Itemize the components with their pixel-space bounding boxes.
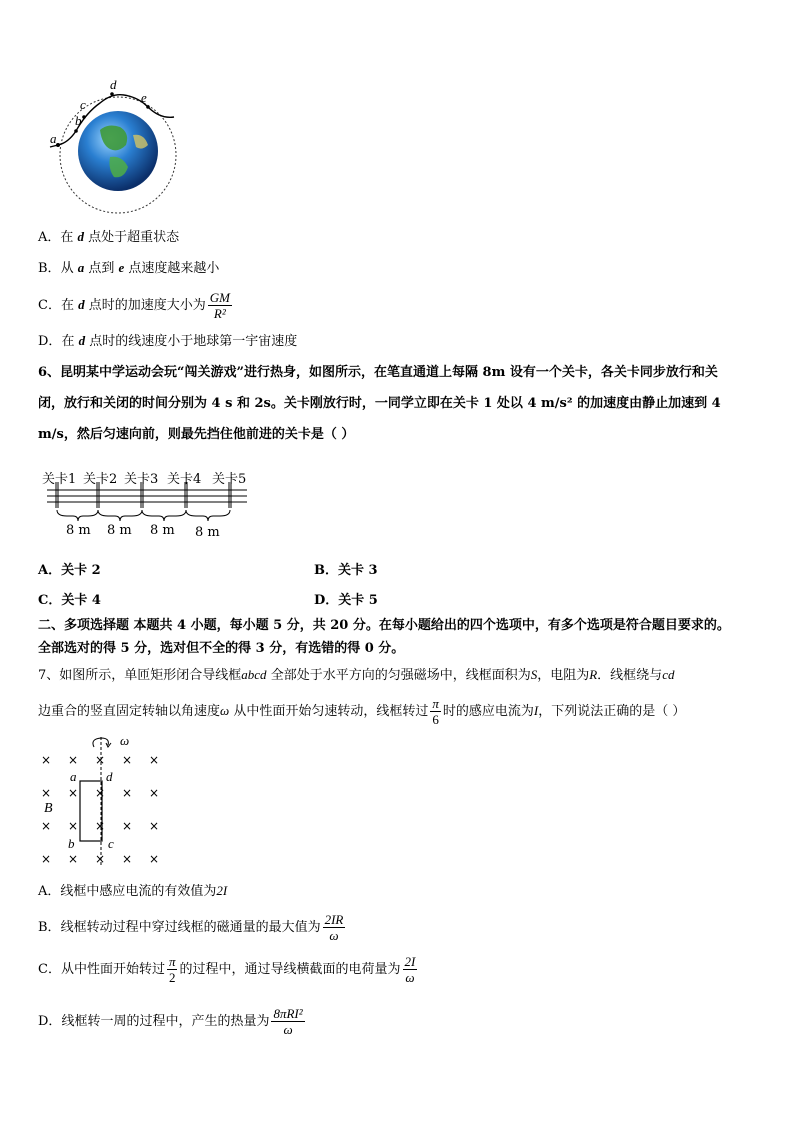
field-cross: × — [41, 786, 52, 800]
corner-d-label: d — [106, 769, 113, 784]
distance-label: 8 m — [107, 523, 132, 538]
field-cross: × — [122, 819, 133, 833]
pi-over-6-fraction: $\frac{\pi}{6}$ — [432, 696, 439, 727]
section-2-heading-line-1: 二、多项选择题 本题共 4 小题，每小题 5 分，共 20 分。在每小题给出的四个选项中，有多个选项是符合题目要求的。 — [38, 618, 730, 633]
distance-label: 8 m — [66, 523, 91, 538]
field-cross: × — [149, 753, 160, 767]
magnetic-field-b-label: B — [44, 801, 53, 816]
point-e-label: e — [141, 90, 147, 105]
q5-option-a[interactable]: A．在 d 点处于超重状态 — [38, 229, 180, 245]
q7-option-d[interactable]: D．线框转一周的过程中，产生的热量为 $\frac{\text{8πRI²}}{\omega}$ — [38, 1006, 303, 1037]
field-cross: × — [68, 753, 79, 767]
section-2-heading-line-2: 全部选对的得 5 分，选对但不全的得 3 分，有选错的得 0 分。 — [38, 641, 405, 656]
field-cross: × — [122, 786, 133, 800]
field-cross: × — [122, 753, 133, 767]
gate-2-label: 关卡2 — [83, 472, 118, 487]
field-cross: × — [68, 786, 79, 800]
earth-globe — [78, 111, 158, 191]
point-c-label: c — [80, 97, 86, 112]
field-cross: × — [68, 819, 79, 833]
2ir-over-omega-fraction: $\frac{2IR}{\omega}$ — [324, 912, 344, 943]
gate-3-label: 关卡3 — [124, 472, 159, 487]
q7-stem-line-2: 边重合的竖直固定转轴以角速度ω 从中性面开始匀速转动，线框转过 $\frac{\pi}{6}$ 时的感应电流为I，下列说法正确的是（ ） — [38, 696, 686, 727]
field-cross: × — [41, 819, 52, 833]
field-cross: × — [68, 852, 79, 866]
q7-option-a[interactable]: A．线框中感应电流的有效值为2I — [38, 883, 228, 899]
point-a-label: a — [50, 131, 57, 146]
q6-option-d[interactable]: D．关卡 5 — [314, 593, 378, 608]
pi-over-2-fraction: $\frac{\pi}{2}$ — [168, 954, 176, 985]
gm-over-r2-fraction: $\frac{GM}{\text{R²}}$ — [209, 290, 230, 321]
field-cross: × — [41, 852, 52, 866]
corner-a-label: a — [70, 769, 77, 784]
gate-1-label: 关卡1 — [42, 472, 77, 487]
q6-stem-line-2: 闭，放行和关闭的时间分别为 4 s 和 2s。关卡刚放行时，一同学立即在关卡 1 处以 4 m/s² 的加速度由静止加速到 4 — [38, 396, 721, 411]
corner-b-label: b — [68, 836, 75, 851]
point-b-label: b — [75, 113, 82, 128]
q6-stem-line-3: m/s，然后匀速向前，则最先挡住他前进的关卡是（ ） — [38, 427, 355, 442]
gate-5-label: 关卡5 — [212, 472, 247, 487]
distance-label: 8 m — [195, 525, 220, 540]
gate-4-label: 关卡4 — [167, 472, 202, 487]
corner-c-label: c — [108, 836, 114, 851]
q6-option-b[interactable]: B．关卡 3 — [314, 563, 378, 578]
q6-stem-line-1: 6、昆明某中学运动会玩“闯关游戏”进行热身，如图所示，在笔直通道上每隔 8m 设有一个关卡，各关卡同步放行和关 — [38, 365, 718, 380]
field-cross: × — [95, 786, 106, 800]
field-cross: × — [122, 852, 133, 866]
field-cross: × — [149, 819, 160, 833]
q7-stem-line-1: 7、如图所示，单匝矩形闭合导线框abcd 全部处于水平方向的匀强磁场中，线框面积为S，电阻为R．线框绕与cd — [38, 667, 675, 683]
2i-over-omega-fraction: $\frac{2I}{\omega}$ — [404, 954, 416, 985]
q5-figure — [38, 75, 188, 220]
q7-figure — [38, 733, 168, 868]
field-cross: × — [95, 819, 106, 833]
q5-option-c[interactable]: C．在 d 点时的加速度大小为 $\frac{GM}{\text{R²}}$ — [38, 290, 230, 321]
point-d-label: d — [110, 77, 117, 92]
q7-option-b[interactable]: B．线框转动过程中穿过线框的磁通量的最大值为 $\frac{2IR}{\omega}$ — [38, 912, 344, 943]
distance-label: 8 m — [150, 523, 175, 538]
omega-label: ω — [120, 733, 130, 748]
field-cross: × — [149, 786, 160, 800]
field-cross: × — [41, 753, 52, 767]
q5-option-b[interactable]: B．从 a 点到 e 点速度越来越小 — [38, 260, 220, 276]
q6-option-a[interactable]: A．关卡 2 — [38, 563, 101, 578]
earth-orbit-diagram — [38, 75, 188, 220]
q6-figure — [42, 468, 262, 543]
q6-option-c[interactable]: C．关卡 4 — [38, 593, 101, 608]
q5-option-d[interactable]: D．在 d 点时的线速度小于地球第一宇宙速度 — [38, 333, 298, 349]
field-cross: × — [95, 753, 106, 767]
q7-option-c[interactable]: C．从中性面开始转过 $\frac{\pi}{2}$ 的过程中，通过导线横截面的电荷量为 $\frac{2I}{\omega}$ — [38, 954, 416, 985]
field-cross: × — [95, 852, 106, 866]
8pirI2-over-omega-fraction: $\frac{\text{8πRI²}}{\omega}$ — [273, 1006, 303, 1037]
field-cross: × — [149, 852, 160, 866]
